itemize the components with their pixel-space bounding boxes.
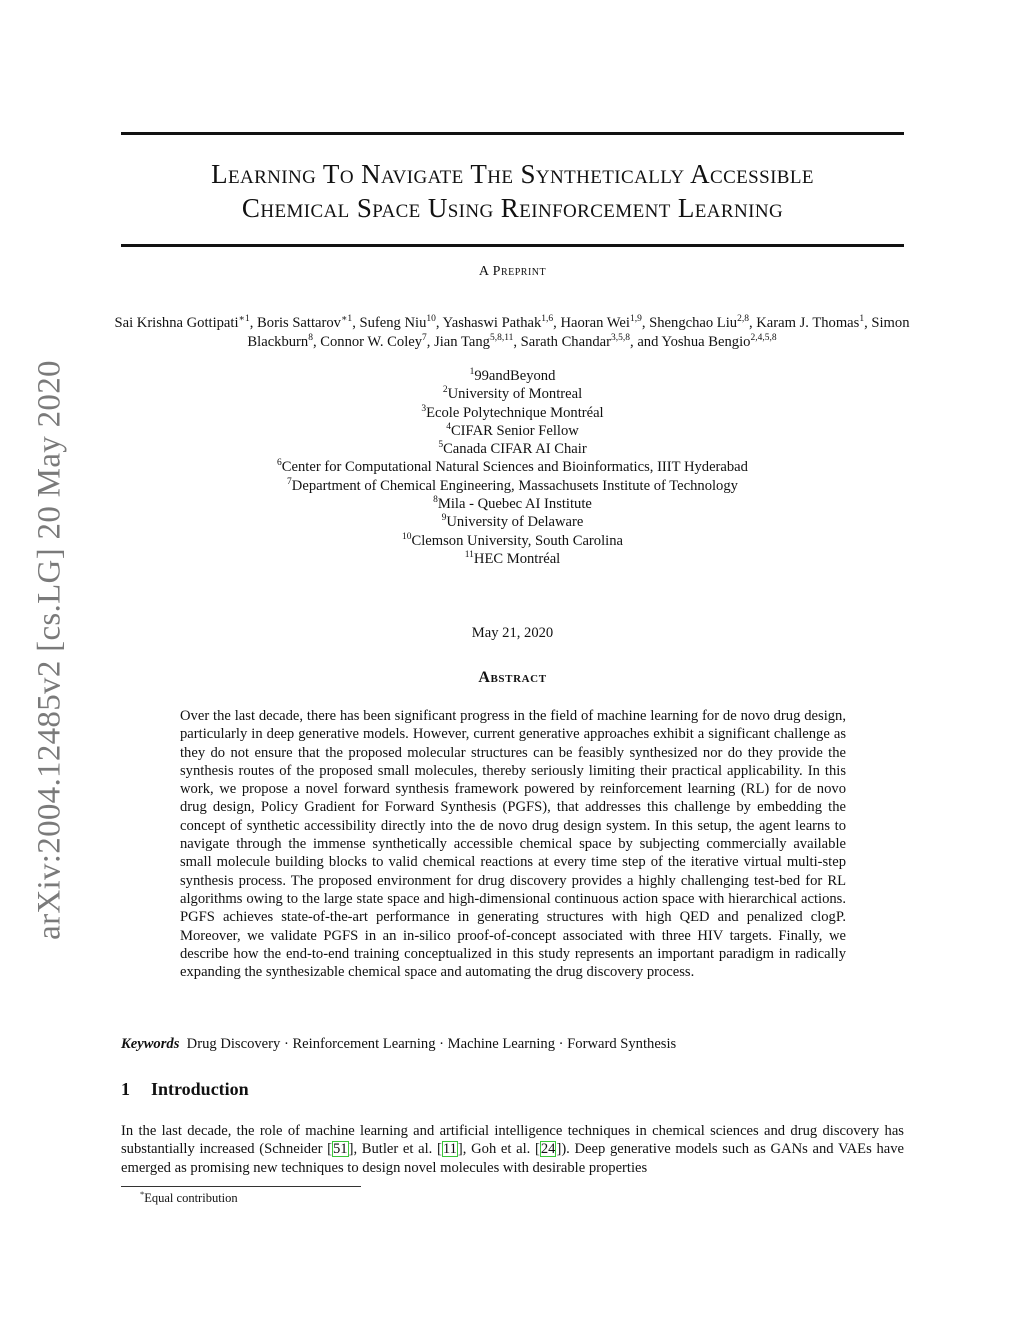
author-list (112, 314, 912, 352)
citation-link[interactable]: 24 (540, 1141, 556, 1158)
footnote-rule (121, 1186, 361, 1187)
affiliation-list (121, 367, 904, 568)
abstract-heading: Abstract (478, 669, 547, 686)
affiliation: $^{11}$HEC Montréal (464, 550, 561, 567)
author: Sarath Chandar$^{3,5,8}$, and (520, 333, 662, 350)
author: Yoshua Bengio$^{2,4,5,8}$ (661, 333, 777, 350)
introduction-paragraph: In the last decade, the role of machine learning and artificial intelligence techniques in chemical sciences and drug discovery has substantially increased (Schneider [51], Butler et al. [11], Goh et al. [24]). Deep generative models such as GANs and VAEs have emerged as promising new techniques to design novel molecules with desirable properties (121, 1123, 904, 1176)
author: Karam J. Thomas$^1$, (756, 314, 872, 331)
section-number: 1 (121, 1079, 130, 1099)
citation-link[interactable]: 51 (332, 1141, 348, 1158)
affiliation: $^{10}$Clemson University, South Carolina (402, 531, 623, 549)
affiliation: $^3$Ecole Polytechnique Montréal (421, 403, 604, 421)
author: Haoran Wei$^{1,9}$, (560, 314, 650, 331)
keywords-line (121, 1036, 904, 1053)
title-line-2: Chemical Space Using Reinforcement Learning (241, 193, 784, 223)
affiliation: $^1$99andBeyond (469, 367, 556, 384)
affiliation: $^5$Canada CIFAR AI Chair (438, 440, 587, 458)
author: Connor W. Coley$^7$, (320, 333, 435, 350)
author: Yashaswi Pathak$^{1,6}$, (442, 314, 561, 331)
affiliation: $^7$Department of Chemical Engineering, Massachusets Institute of Technology (287, 476, 738, 494)
affiliation: $^4$CIFAR Senior Fellow (446, 422, 579, 439)
author: Sufeng Niu$^{10}$, (359, 314, 443, 331)
author: Jian Tang$^{5,8,11}$, (434, 333, 521, 350)
affiliation: $^2$University of Montreal (442, 385, 583, 403)
title-line-1: Learning To Navigate The Synthetically Accessible (211, 159, 814, 189)
abstract-text: Over the last decade, there has been significant progress in the field of machine learning for de novo drug design, particularly in deep generative models. However, current generative approaches exhibit a significant challenge as they do not ensure that the proposed molecular structures can be feasibly synthesized nor do they provide the synthesis routes of the proposed small molecules, thereby seriously limiting their practical applicability. In this work, we propose a novel forward synthesis framework powered by reinforcement learning (RL) for de novo drug design, Policy Gradient for Forward Synthesis (PGFS), that addresses this challenge by embedding the concept of synthetic accessibility directly into the de novo drug design system. In this setup, the agent learns to navigate through the immense synthetically accessible chemical space by subjecting commercially available small molecule building blocks to valid chemical reactions at every time step of the iterative virtual multi-step synthesis process. The proposed environment for drug discovery provides a highly challenging test-bed for RL algorithms owing to the large state space and high-dimensional continuous action space with hierarchical actions. PGFS achieves state-of-the-art performance in generating structures with high QED and penalized clogP. Moreover, we validate PGFS in an in-silico proof-of-concept associated with three HIV targets. Finally, we describe how the end-to-end training conceptualized in this study represents an important paradigm in radically expanding the synthesizable chemical space and automating the drug discovery process. (180, 708, 846, 981)
section-title: Introduction (151, 1079, 249, 1099)
author: Shengchao Liu$^{2,8}$, (649, 314, 757, 331)
author: Simon Blackburn$^8$, (247, 315, 910, 350)
author: Sai Krishna Gottipati$^{∗1}$, (114, 314, 258, 331)
author: Boris Sattarov$^{∗1}$, (257, 314, 360, 331)
section-heading-introduction (121, 1079, 249, 1100)
footnote (140, 1188, 238, 1206)
preprint-label: A Preprint (478, 264, 547, 279)
keywords-label: Keywords (121, 1036, 180, 1052)
affiliation: $^9$University of Delaware (441, 513, 584, 531)
arxiv-identifier: arXiv:2004.12485v2 [cs.LG] 20 May 2020 (31, 360, 68, 940)
paper-date: May 21, 2020 (471, 625, 554, 641)
footnote-text: Equal contribution (144, 1191, 238, 1205)
keywords-list: Drug Discovery · Reinforcement Learning · Machine Learning · Forward Synthesis (186, 1036, 677, 1052)
affiliation: $^8$Mila - Quebec AI Institute (433, 495, 592, 513)
footnote-mark: * (140, 1188, 145, 1199)
affiliation: $^6$Center for Computational Natural Sciences and Bioinformatics, IIIT Hyderabad (277, 458, 748, 476)
title-rule-top (121, 132, 904, 135)
citation-link[interactable]: 11 (442, 1141, 457, 1158)
paper-title (121, 157, 904, 225)
title-rule-bottom (121, 244, 904, 247)
